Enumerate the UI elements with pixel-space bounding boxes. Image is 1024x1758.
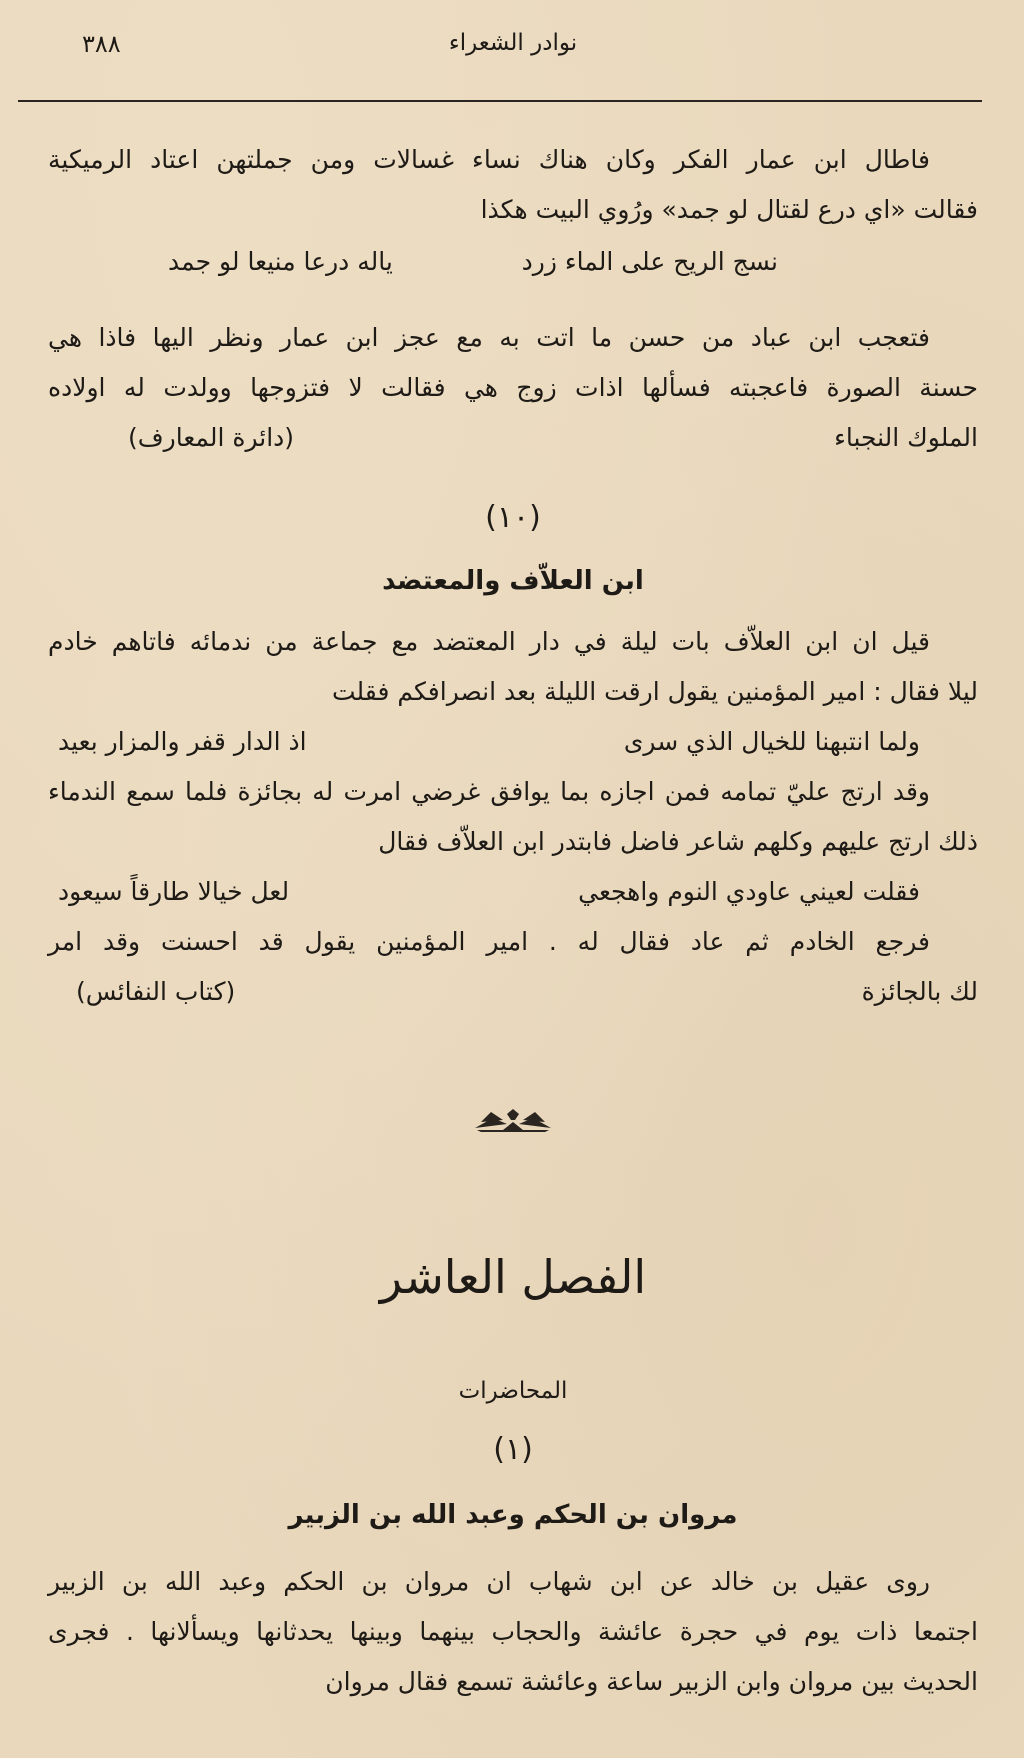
paragraph-line: روى عقيل بن خالد عن ابن شهاب ان مروان بن الحكم وعبد الله بن الزبير (48, 1567, 930, 1596)
paragraph-line: ذلك ارتج عليهم وكلهم شاعر فاضل فابتدر ابن العلاّف فقال (378, 827, 978, 856)
verse (48, 872, 978, 912)
source-line (48, 418, 978, 458)
chapter-title: الفصل العاشر (379, 1250, 647, 1304)
paragraph-line: اجتمعا ذات يوم في حجرة عائشة والحجاب بينهما وبينها يحدثانها ويسألانها . فجرى (48, 1617, 978, 1646)
header-rule (18, 100, 982, 102)
verse-second-hemistich: لعل خيالا طارقاً سيعود (58, 877, 290, 906)
paragraph-line: فقالت «اي درع لقتال لو جمد» ورُوي البيت هكذا (480, 195, 978, 224)
verse (48, 242, 978, 282)
paragraph-line: الحديث بين مروان وابن الزبير ساعة وعائشة تسمع فقال مروان (325, 1667, 978, 1696)
paragraph-line: ليلا فقال : امير المؤمنين يقول ارقت الليلة بعد انصرافكم فقلت (331, 677, 978, 706)
paragraph-line: وقد ارتج عليّ تمامه فمن اجازه بما يوافق غرضي امرت له بجائزة فلما سمع الندماء (48, 777, 930, 806)
source-line (48, 972, 978, 1012)
verse (48, 722, 978, 762)
running-title: نوادر الشعراء (448, 30, 578, 56)
section-number: (١٠) (485, 500, 541, 535)
fleuron-ornament-icon (473, 1108, 553, 1134)
verse-first-hemistich: فقلت لعيني عاودي النوم واهجعي (578, 877, 920, 906)
paragraph-line: فاطال ابن عمار الفكر وكان هناك نساء غسالات ومن جملتهن اعتاد الرميكية (48, 145, 930, 174)
verse-first-hemistich: نسج الريح على الماء زرد (521, 247, 778, 276)
page-number: ٣٨٨ (82, 30, 121, 58)
section-number: (١) (493, 1432, 533, 1467)
paragraph-line: فتعجب ابن عباد من حسن ما اتت به مع عجز ابن عمار ونظر اليها فاذا هي (48, 323, 930, 352)
source-citation: (كتاب النفائس) (76, 977, 236, 1006)
source-citation: (دائرة المعارف) (128, 423, 295, 452)
paragraph-last-line: لك بالجائزة (861, 977, 978, 1006)
running-head (48, 30, 978, 70)
verse-second-hemistich: اذ الدار قفر والمزار بعيد (58, 727, 307, 756)
book-page (48, 0, 978, 1758)
verse-second-hemistich: ياله درعا منيعا لو جمد (168, 247, 393, 276)
section-title: ابن العلاّف والمعتضد (382, 566, 644, 596)
section-title: مروان بن الحكم وعبد الله بن الزبير (288, 1500, 738, 1530)
paragraph-line: قيل ان ابن العلاّف بات ليلة في دار المعتضد مع جماعة من ندمائه فاتاهم خادم (48, 627, 930, 656)
chapter-subtitle: المحاضرات (458, 1378, 568, 1404)
paragraph-last-line: الملوك النجباء (834, 423, 978, 452)
paragraph-line: حسنة الصورة فاعجبته فسألها اذات زوج هي فقالت لا فتزوجها وولدت له اولاده (48, 373, 978, 402)
paragraph-line: فرجع الخادم ثم عاد فقال له . امير المؤمنين يقول قد احسنت وقد امر (48, 927, 930, 956)
verse-first-hemistich: ولما انتبهنا للخيال الذي سرى (623, 727, 920, 756)
